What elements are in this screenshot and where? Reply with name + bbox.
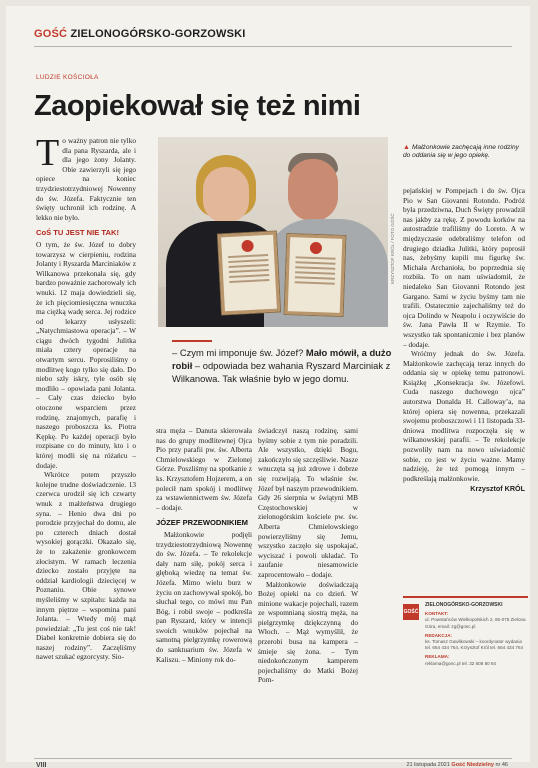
author: Krzysztof KRÓL [470,484,525,494]
info-contact-label: KONTAKT: [425,611,449,617]
drop-cap: T [36,136,60,174]
paragraph: pejańskiej w Pompejach i do św. Ojca Pio w San Giovanni Rotondo. Podróż była przedziwna, Duch Święty prowadził nas jakby za rękę. Z powodu korków na autostradzie trafiliśmy do Loreto. A w międzyczasie odebraliśmy telefon od drugiego dziadka Julitki, który poprosił nas, żebyśmy kupili mu figurkę św. Michała Archanioła, bo poprzednia się rozbiła. To on nam uświadomił, że niedaleko San Giovanni Rotondo jest Gargano. Sami w życiu byśmy tam nie trafili. Ostatecznie zajechaliśmy też do ojca Dolindo w Neapolu i oczywiście do św. Jana Pawła II w Rzymie. To wszystko tak spontanicznie i bez planów – dodaje. [403,186,525,349]
newspaper-page [6,6,530,768]
paragraph: Wróćmy jednak do św. Józefa. Małżonkowie zachęcają teraz innych do oddania się w opiekę temu patronowi. Książkę „Konsekracja św. Józefowi. Cuda naszego duchowego ojca” autorstwa Donalda H. Calloway’a, na której opiera się nowenna, przekazali swojemu proboszczowi i 11 listopada 33-dniowa modlitwa rozpoczęła się w wilkanowskiej parafii. – Te rekolekcje pozwoliły nam na nowo uświadomić sobie, co jest w życiu ważne. Mamy nadzieję, że też pomogą innym – podkreślają małżonkowie. [403,349,525,483]
masthead [34,28,246,40]
footer-date: 21 listopada 2021 [406,762,450,768]
certificate [285,234,346,316]
headline: Zaopiekował się też nimi [34,90,361,122]
column-2 [156,426,252,748]
info-contact: ul. Powstańców Wielkopolskich 2, 65-075 Zielona Góra, email: zg@gosc.pl [425,617,526,629]
page-footer [34,758,512,768]
footer-info [406,762,508,768]
lead-paragraph: o ważny patron nie tylko dla pana Ryszarda, ale i dla jego żony Jolanty. Obie zawierzyli się jego opiece na koniec trzydziestotrzydniowej Nowenny do św. Józefa. Faktycznie ten święty uchronił ich rodzinę. A lekko nie było. [36,136,136,222]
info-ads: reklama@gosc.pl tel. 32 608 80 84 [425,660,497,666]
quote-rule [172,340,212,342]
paragraph: Małżonkowie podjęli trzydziestotrzydniową Nowennę do św. Józefa. – Te rekolekcje dały nam siłę, pokój serca i głęboką wiedzę na temat św. Józefa. Mimo wielu burz w życiu on zachowywał spokój, bo słuchał tego, co mówi mu Pan Bóg, i robił swoje – podkreśla pan Ryszard, który w intencji swoich wnuków pojechał na samotną pielgrzymkę rowerową do sanktuarium św. Józefa w Kaliszu. – Miniony rok do- [156,529,252,664]
column-1 [36,136,136,748]
pull-quote [172,346,392,385]
paragraph: Małżonkowie doświadczają Bożej opieki na co dzień. W minione wakacje pojechali, razem ze wspomnianą siostrą męża, na pielgrzymkę dziękczynną do Włoch. – Mąż wymyślił, że przerobi busa na kampera – śmieje się żona. – Tym niedokończonym kamperem pojechaliśmy do Matki Bożej Pom- [258,579,358,685]
caption-triangle-icon: ▲ [403,144,410,151]
column-3 [258,426,358,748]
photo-credit: KRZYSZTOF KRÓL / FOTO GOŚĆ [390,213,395,284]
masthead-title: ZIELONOGÓRSKO-GORZOWSKI [70,28,246,40]
subhead-1: CoŚ TU JEST NIE TAK! [36,228,119,238]
contact-box [403,596,528,714]
footer-publication: Gość Niedzielny [451,762,494,768]
masthead-brand: GOŚĆ [34,28,68,40]
top-rule [34,46,512,47]
footer-issue: nr 46 [495,762,508,768]
quote-tail: – odpowiada bez wahania Ryszard Marciniak z Wilkanowa. Tak właśnie było w jego domu. [172,360,391,384]
paragraph: świadczył naszą rodzinę, sami byśmy sobie z tym nie poradzili. Ale wszystko, dzięki Bogu, zakończyło się szczęśliwie. Nasze wnuczęta są już zdrowe i dobrze się rozwijają. To właśnie św. Józef był naszym przewodnikiem. Gdy 26 sierpnia w świątyni MB Częstochowskiej w zielonogórskim kościele pw. św. Alberta Chmielowskiego powierzyliśmy się Jemu, wszystko zaczęło się uspokajać, wyciszać i powoli układać. To zaufanie niesamowicie zaprocentowało – dodaje. [258,426,358,579]
subhead-2: JÓZEF PRZEWODNIKIEM [156,518,248,528]
photo-caption [403,144,523,161]
page-number: VIII [36,762,47,768]
certificate [218,232,280,315]
paragraph: O tym, że św. Józef to dobry towarzysz w cierpieniu, rodzina Jolanty i Ryszarda Marciniaków z Wilkanowa przekonała się, gdy bardzo poważnie zachorowały ich wnuki. 12 maja dowiedzieli się, że ich pięciomiesięczna wnuczka ma ciężką wadę serca. Jej rodzice od lekarzy usłyszeli: „Natychmiastowa operacja”. – W ciągu dwóch tygodni Julitka miała cztery operacje na otwartym sercu. Poprosiliśmy o modlitwę kogo tylko się dało. Do niebo szły iskry, tyle osób się modliło – opowiada pani Jolanta. – Cały czas dziecko było otoczone wsparciem przez rodzinę, znajomych, parafię i naszego proboszcza ks. Piotra Kępkę. Po każdej operacji było rozpisane co do minuty, kto i o której modli się na różańcu – dodaje. [36,239,136,470]
info-ads-label: REKLAMA: [425,654,450,660]
info-editor: ks. Tomasz Gawlikowski – koordynator wydania tel. 664 434 764, Krzysztof Król tel. 664 434 764 [425,639,524,651]
column-4 [403,186,525,566]
paragraph: Wkrótce potem przyszło kolejne trudne doświadczenie. 13 czerwca urodził się ich czwarty wnuk z małżeństwa drugiego syna. – Henio dwa dni po porodzie przyjechał do domu, ale po czterech dniach dostał wysokiej gorączki. Okazało się, że to zakażenie gronkowcem złocistym. W ramach leczenia dziecko zostało przyjęte na oddział kardiologii dziecięcej w Poznaniu. Obie synowe myśleliśmy w szpitalu: każda na innym piętrze – wspomina pani Jolanta. – Wtedy mój mąż powiedział: „Tu jest coś nie tak! Diabeł konkretnie dobiera się do naszej rodziny”. Zaczęliśmy nawet szukać egzorcysty. Sio- [36,470,136,662]
section-label: LUDZIE KOŚCIOŁA [36,74,99,81]
paragraph: stra męża – Danuta skierowała nas do grupy modlitewnej Ojca Pio przy parafii pw. św. Alberta Chmielowskiego w Zielonej Górze. Poszliśmy na spotkanie z ks. Krzysztofem Hojzerem, a on polecił nam spokój i modlitwę za wstawiennictwem św. Józefa – dodaje. [156,426,252,512]
caption-text: Małżonkowie zachęcają inne rodziny do oddania się w jego opiekę. [403,144,519,160]
couple-photo [158,137,388,327]
gosc-logo: GOŚĆ [403,604,419,620]
info-name: ZIELONOGÓRSKO-GORZOWSKI [425,602,503,608]
quote-bold: Mało mówił, a dużo robił [172,347,392,371]
info-editor-label: REDAKCJA: [425,632,453,638]
quote-lead: – Czym mi imponuje św. Józef? [172,347,306,358]
